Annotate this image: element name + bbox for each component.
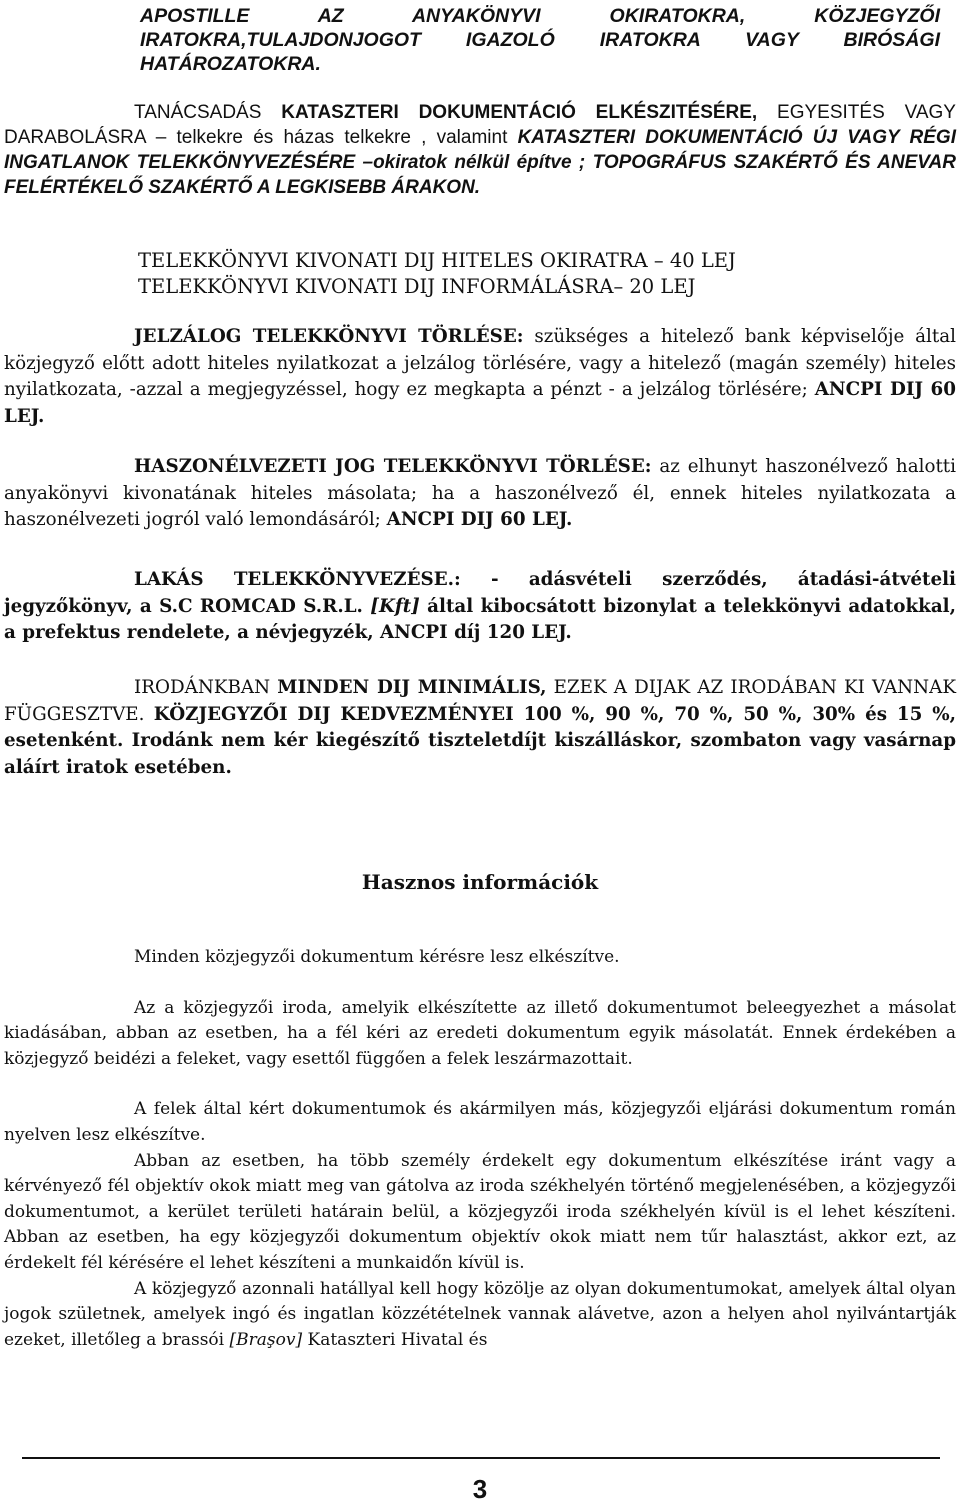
consulting-label: TANÁCSADÁS (134, 102, 282, 123)
cadastral-doc-heading: KATASZTERI DOKUMENTÁCIÓ ELKÉSZITÉSÉRE, (281, 102, 758, 123)
info-p5-brasov: [Braşov] (229, 1329, 303, 1350)
info-paragraph-4: Abban az esetben, ha több személy érdekelt egy dokumentum elkészítése iránt vagy a kérvényező fél objektív okok miatt meg van gátolva az iroda székhelyén történő megjelenésében, a közjegyzői dokumentumot, a kerület területi határain belül, a közjegyzői iroda székhelyén kívül is el lehet készíteni. Abban az esetben, ha egy közjegyzői dokumentum objektív okok miatt nem tűr halasztást, akkor ezt, az érdekelt fél kérésére el lehet készíteni a munkaidőn kívül is. (4, 1150, 956, 1273)
usufruct-paragraph (4, 454, 956, 534)
mortgage-heading: JELZÁLOG TELEKKÖNYVI TÖRLÉSE: (134, 326, 524, 347)
apartment-paragraph (4, 567, 956, 647)
useful-info-body (4, 945, 956, 1353)
mortgage-paragraph (4, 324, 956, 430)
cadastral-paragraph (4, 100, 956, 200)
merge-split-text: EGYESITÉS VAGY DARABOLÁSRA – telkekre és házas telkekre , valamint (4, 102, 956, 148)
mortgage-deletion-section (4, 324, 956, 430)
info-paragraph-5 (4, 1277, 956, 1354)
office-text-2: EZEK A DIJAK AZ IRODÁBAN KI VANNAK FÜGGESZTVE. (4, 677, 956, 725)
land-registry-fee-certified: TELEKKÖNYVI KIVONATI DIJ HITELES OKIRATRA – 40 LEJ (138, 249, 736, 272)
usufruct-body: az elhunyt haszonélvező halotti anyakönyvi kivonatának hiteles másolata; ha a haszonélvező él, ennek hiteles nyilatkozata a haszonélvezeti jogról való lemondásáról; (4, 456, 956, 530)
minimal-fees-text: MINDEN DIJ MINIMÁLIS, (277, 677, 547, 698)
apostille-heading: APOSTILLE AZ ANYAKÖNYVI OKIRATOKRA, KÖZJEGYZŐI IRATOKRA,TULAJDONJOGOT IGAZOLÓ IRATOKRA VAGY BIRÓSÁGI HATÁROZATOKRA. (140, 5, 940, 75)
info-p5-text-a: A közjegyző azonnali hatállyal kell hogy közölje az olyan dokumentumokat, amelyek által olyan jogok születnek, amelyek ingó és ingatlan közzétételnek vannak alávetve, azon a helyen ahol nyilvántartják ezeket, illetőleg a brassói (4, 1278, 956, 1350)
land-registry-fee-info: TELEKKÖNYVI KIVONATI DIJ INFORMÁLÁSRA– 20 LEJ (138, 275, 696, 298)
apartment-text-2: által kibocsátott bizonylat a telekkönyvi adatokkal, a prefektus rendelete, a névjegyzék, ANCPI díj 120 LEJ. (4, 595, 956, 643)
footer-divider (22, 1457, 940, 1459)
info-paragraph-2: Az a közjegyzői iroda, amelyik elkészítette az illető dokumentumot beleegyezhet a másolat kiadásában, abban az esetben, ha a fél kéri az eredeti dokumentum egyik másolatát. Ennek érdekében a közjegyző beidézi a feleket, vagy esettől függően a felek leszármazottait. (4, 997, 956, 1069)
apartment-kft: [Kft] (370, 595, 420, 617)
cadastral-new-old-text: KATASZTERI DOKUMENTÁCIÓ ÚJ VAGY RÉGI INGATLANOK TELEKKÖNYVEZÉSÉRE –okiratok nélkül építve ; TOPOGRÁFUS SZAKÉRTŐ ÉS ANEVAR FELÉRTÉKELŐ SZAKÉRTŐ A LEGKISEBB ÁRAKON. (4, 127, 956, 198)
page-number: 3 (472, 1474, 488, 1504)
apartment-text-1: LAKÁS TELEKKÖNYVEZÉSE.: - adásvételi szerződés, átadási-átvételi jegyzőkönyv, a S.C ROMCAD S.R.L. (4, 569, 956, 617)
office-fees-section (4, 675, 956, 781)
mortgage-fee: ANCPI DIJ 60 LEJ. (4, 379, 956, 427)
useful-info-title: Hasznos információk (361, 870, 599, 894)
apartment-registration-section (4, 567, 956, 647)
info-p5-text-b: Kataszteri Hivatal és (302, 1329, 488, 1350)
info-paragraph-3: A felek által kért dokumentumok és akármilyen más, közjegyzői eljárási dokumentum román nyelven lesz elkészítve. (4, 1099, 956, 1145)
info-paragraph-1: Minden közjegyzői dokumentum kérésre lesz elkészítve. (134, 947, 620, 967)
office-text-1: IRODÁNKBAN (134, 677, 278, 698)
office-fees-paragraph (4, 675, 956, 781)
usufruct-deletion-section (4, 454, 956, 534)
usufruct-fee: ANCPI DIJ 60 LEJ. (386, 509, 573, 530)
discounts-text: KÖZJEGYZŐI DIJ KEDVEZMÉNYEI 100 %, 90 %, 70 %, 50 %, 30% és 15 %, esetenként. Irodánk nem kér kiegészítő tiszteletdíjt kiszálláskor, szombaton vagy vasárnap aláírt iratok esetében. (4, 703, 956, 778)
mortgage-body: szükséges a hitelező bank képviselője által közjegyző előtt adott hiteles nyilatkozat a jelzálog törlésére, vagy a hitelező (magán személy) hiteles nyilatkozata, -azzal a megjegyzéssel, hogy ez megkapta a pénzt - a jelzálog törlésére; (4, 326, 956, 400)
cadastral-section (4, 100, 956, 200)
usufruct-heading: HASZONÉLVEZETI JOG TELEKKÖNYVI TÖRLÉSE: (134, 456, 652, 477)
